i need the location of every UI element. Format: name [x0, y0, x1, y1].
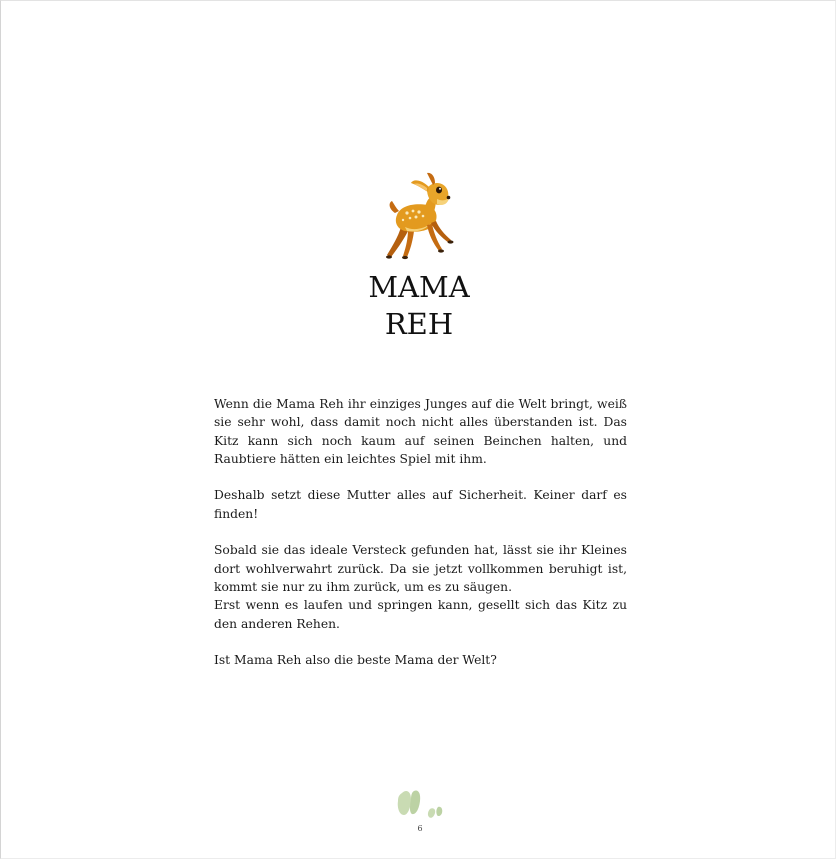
paragraph: Wenn die Mama Reh ihr einziges Junges auf die Welt bringt, weiß sie sehr wohl, dass damit noch nicht alles überstanden ist. Das Kitz kann sich noch kaum auf seinen Beinchen halten, und Raubtiere hätten ein leichtes Spiel mit ihm. [214, 397, 627, 466]
deer-footprint-icon [394, 787, 448, 823]
story-text [214, 395, 627, 688]
paragraph: Deshalb setzt diese Mutter alles auf Sicherheit. Keiner darf es finden! [214, 488, 627, 521]
paragraph: Sobald sie das ideale Versteck gefunden hat, lässt sie ihr Kleines dort wohlverwahrt zurück. Da sie jetzt vollkommen beruhigt ist, kommt sie nur zu ihm zurück, um es zu säugen. [214, 543, 627, 594]
page-title [319, 269, 519, 343]
page-number: 6 [417, 824, 423, 833]
paragraph: Ist Mama Reh also die beste Mama der Welt? [214, 653, 497, 668]
paragraph: Erst wenn es laufen und springen kann, gesellt sich das Kitz zu den anderen Rehen. [214, 598, 627, 631]
title-line: MAMA [368, 270, 470, 304]
fawn-illustration [381, 171, 459, 261]
title-line: REH [384, 307, 454, 341]
